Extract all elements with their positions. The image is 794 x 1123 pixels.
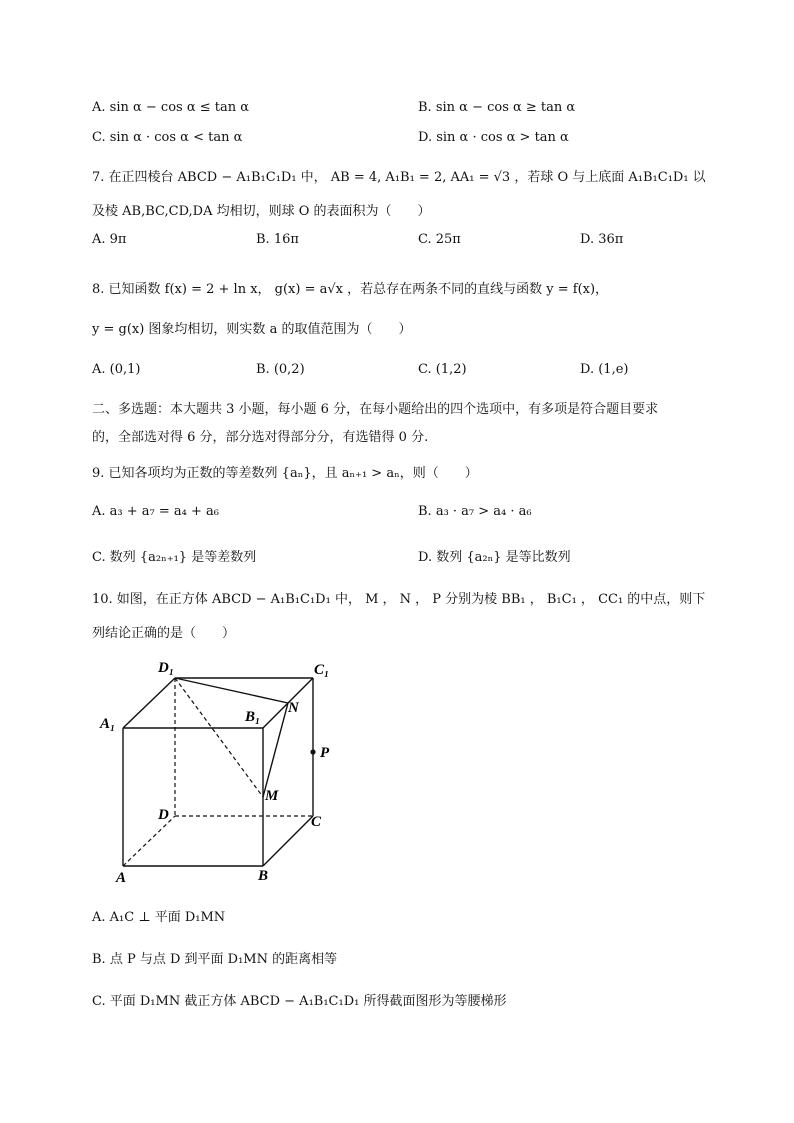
q8-stem-cont: y = g(x) 图象均相切，则实数 a 的取值范围为（ ） (92, 322, 412, 337)
q7-option-b: B. 16π (256, 232, 299, 247)
q8-stem: 8. 已知函数 f(x) = 2 + ln x， g(x) = a√x ，若总存在两条不同的直线与函数 y = f(x)， (92, 282, 609, 297)
q8-option-c: C. (1,2) (418, 362, 467, 377)
label-n: N (288, 700, 299, 716)
label-d: D (158, 807, 169, 823)
hidden-edge-ad (123, 816, 175, 866)
q7-stem-cont: 及棱 AB,BC,CD,DA 均相切，则球 O 的表面积为（ ） (92, 204, 431, 219)
q6-option-c: C. sin α · cos α < tan α (92, 130, 243, 145)
label-a1: A₁ (100, 716, 116, 732)
cube-figure (98, 656, 348, 886)
label-c: C (311, 814, 322, 830)
label-b: B (258, 868, 269, 884)
segment-nm (263, 703, 288, 797)
q10-option-a: A. A₁C ⊥ 平面 D₁MN (92, 910, 226, 925)
q9-option-c: C. 数列 {a₂ₙ₊₁} 是等差数列 (92, 550, 257, 565)
q9-stem: 9. 已知各项均为正数的等差数列 {aₙ}，且 aₙ₊₁ > aₙ，则（ ） (92, 466, 478, 481)
q6-option-a: A. sin α − cos α ≤ tan α (92, 100, 250, 115)
edge-bc (263, 816, 313, 866)
segment-d1n (175, 678, 288, 703)
label-c1: C₁ (314, 662, 330, 678)
q6-option-b: B. sin α − cos α ≥ tan α (418, 100, 576, 115)
segment-d1m (175, 678, 263, 797)
label-m: M (265, 788, 279, 804)
q10-stem: 10. 如图，在正方体 ABCD − A₁B₁C₁D₁ 中， M ， N ， P 分别为棱 BB₁ ， B₁C₁ ， CC₁ 的中点，则下 (92, 592, 706, 607)
label-b1: B₁ (245, 709, 261, 725)
q8-option-b: B. (0,2) (256, 362, 305, 377)
edge-a1d1 (123, 678, 175, 728)
q7-option-a: A. 9π (92, 232, 127, 247)
section-2-heading-cont: 的，全部选对得 6 分，部分选对得部分分，有选错得 0 分. (92, 430, 429, 445)
q8-option-a: A. (0,1) (92, 362, 141, 377)
q7-stem: 7. 在正四棱台 ABCD − A₁B₁C₁D₁ 中， AB = 4, A₁B₁ = 2, AA₁ = √3 ，若球 O 与上底面 A₁B₁C₁D₁ 以 (92, 170, 706, 185)
label-p: P (320, 745, 330, 761)
q6-option-d: D. sin α · cos α > tan α (418, 130, 569, 145)
q9-option-b: B. a₃ · a₇ > a₄ · a₆ (418, 504, 532, 519)
q9-option-a: A. a₃ + a₇ = a₄ + a₆ (92, 504, 219, 519)
point-p-dot (310, 749, 315, 754)
label-d1: D₁ (158, 660, 175, 676)
q7-option-d: D. 36π (580, 232, 624, 247)
q9-option-d: D. 数列 {a₂ₙ} 是等比数列 (418, 550, 571, 565)
q10-stem-cont: 列结论正确的是（ ） (92, 626, 236, 641)
q10-option-c: C. 平面 D₁MN 截正方体 ABCD − A₁B₁C₁D₁ 所得截面图形为等腰梯形 (92, 994, 507, 1009)
q10-option-b: B. 点 P 与点 D 到平面 D₁MN 的距离相等 (92, 952, 338, 967)
label-a: A (116, 870, 127, 886)
q7-option-c: C. 25π (418, 232, 461, 247)
section-2-heading: 二、多选题：本大题共 3 小题，每小题 6 分，在每小题给出的四个选项中，有多项是符合题目要求 (92, 402, 659, 417)
q8-option-d: D. (1,e) (580, 362, 629, 377)
